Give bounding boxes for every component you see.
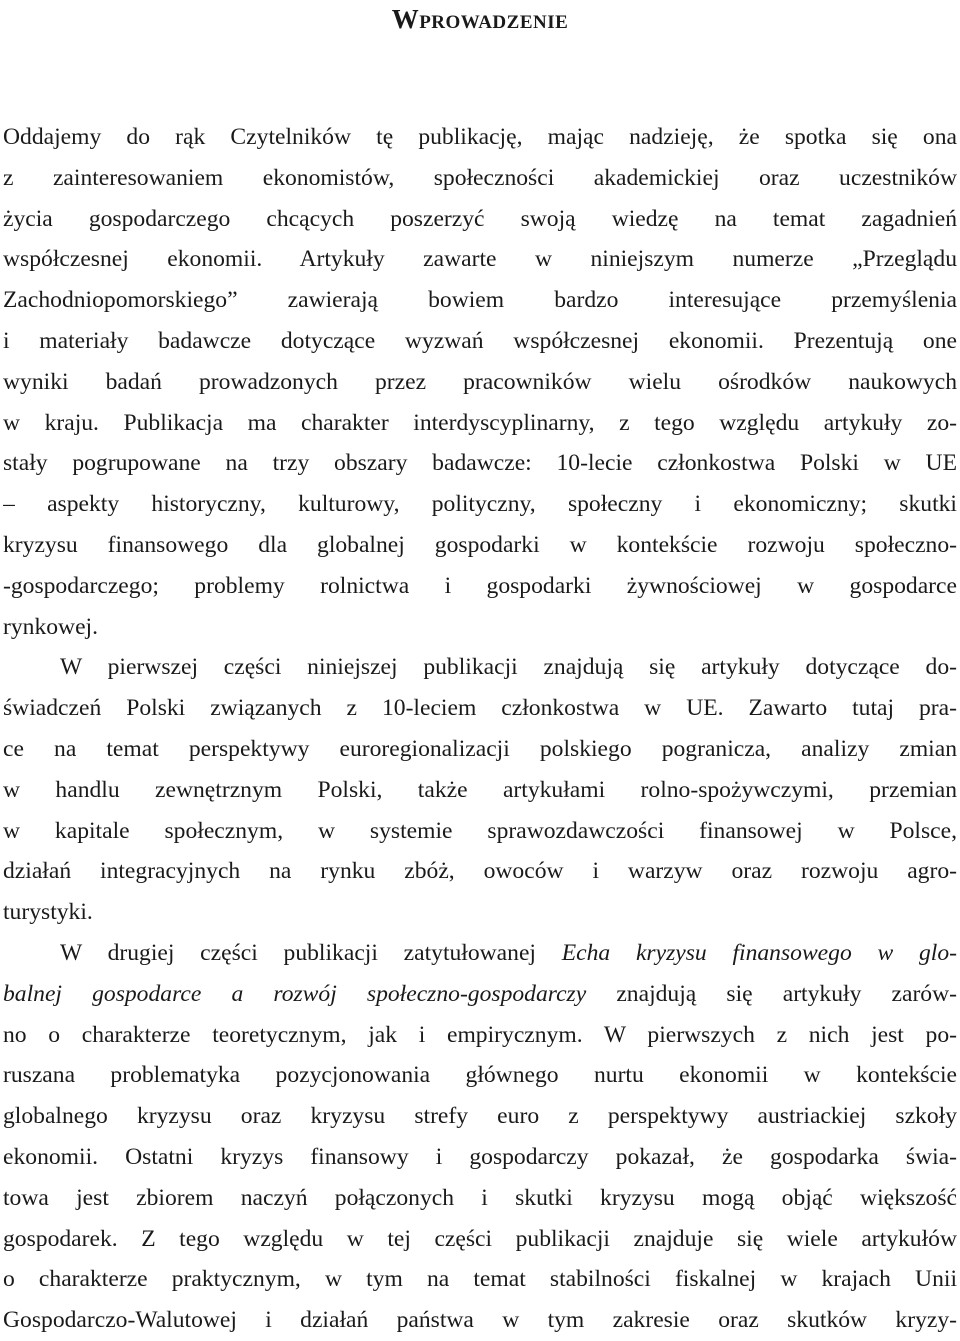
text-line: kryzysu finansowego dla globalnej gospodarki w kontekście rozwoju społeczno- — [3, 531, 957, 558]
text-line — [3, 974, 957, 1015]
text-line: świadczeń Polski związanych z 10-leciem członkostwa w UE. Zawarto tutaj pra- — [3, 695, 957, 722]
text-line: Gospodarczo-Walutowej i działań państwa w tym zakresie oraz skutków kryzy- — [3, 1307, 957, 1334]
text-line: rynkowej. — [3, 613, 99, 640]
text-line: z zainteresowaniem ekonomistów, społeczności akademickiej oraz uczestników — [3, 164, 957, 191]
text-line: w handlu zewnętrznym Polski, także artykułami rolno-spożywczymi, przemian — [3, 776, 957, 803]
italic-title-segment: balnej gospodarce a rozwój społeczno-gospodarczy — [3, 980, 587, 1007]
text-line: Oddajemy do rąk Czytelników tę publikację, mając nadzieję, że spotka się ona — [3, 124, 957, 150]
paragraph-2 — [3, 647, 957, 933]
body-text — [3, 117, 957, 1341]
text-line: ruszana problematyka pozycjonowania głównego nurtu ekonomii w kontekście — [3, 1062, 957, 1089]
text-line: i materiały badawcze dotyczące wyzwań współczesnej ekonomii. Prezentują one — [3, 327, 957, 354]
text-line — [3, 933, 957, 974]
text-line: turystyki. — [3, 899, 93, 926]
text-line: W pierwszej części niniejszej publikacji znajdują się artykuły dotyczące do- — [60, 654, 957, 681]
text-segment: znajdują się artykuły zarów- — [586, 980, 957, 1007]
text-line: w kapitale społecznym, w systemie sprawozdawczości finansowej w Polsce, — [3, 817, 957, 844]
text-line: działań integracyjnych na rynku zbóż, owoców i warzyw oraz rozwoju agro- — [3, 858, 957, 885]
text-line: o charakterze praktycznym, w tym na temat stabilności fiskalnej w krajach Unii — [3, 1266, 957, 1293]
text-line: życia gospodarczego chcących poszerzyć swoją wiedzę na temat zagadnień — [3, 205, 957, 232]
paragraph-1 — [3, 117, 957, 647]
text-line: stały pogrupowane na trzy obszary badawcze: 10-lecie członkostwa Polski w UE — [3, 450, 957, 477]
text-line: towa jest zbiorem naczyń połączonych i skutki kryzysu mogą objąć większość — [3, 1184, 957, 1211]
text-line: globalnego kryzysu oraz kryzysu strefy euro z perspektywy austriackiej szkoły — [3, 1103, 957, 1130]
text-line: -gospodarczego; problemy rolnictwa i gospodarki żywnościowej w gospodarce — [3, 572, 957, 599]
text-line: – aspekty historyczny, kulturowy, polityczny, społeczny i ekonomiczny; skutki — [3, 491, 957, 518]
text-line: ce na temat perspektywy euroregionalizacji polskiego pogranicza, analizy zmian — [3, 735, 957, 762]
text-line: no o charakterze teoretycznym, jak i empirycznym. W pierwszych z nich jest po- — [3, 1021, 957, 1048]
page-title: Wprowadzenie — [391, 4, 569, 34]
text-line: w kraju. Publikacja ma charakter interdyscyplinarny, z tego względu artykuły zo- — [3, 409, 957, 436]
text-line: gospodarek. Z tego względu w tej części publikacji znajduje się wiele artykułów — [3, 1225, 957, 1252]
text-segment: W drugiej części publikacji zatytułowanej — [60, 939, 562, 966]
text-line: ekonomii. Ostatni kryzys finansowy i gospodarczy pokazał, że gospodarka świa- — [3, 1143, 957, 1170]
text-line: współczesnej ekonomii. Artykuły zawarte w niniejszym numerze „Przeglądu — [3, 246, 957, 273]
paragraph-3 — [3, 933, 957, 1341]
italic-title-segment: Echa kryzysu finansowego w glo- — [561, 939, 957, 966]
text-line: wyniki badań prowadzonych przez pracowników wielu ośrodków naukowych — [3, 368, 957, 395]
text-line: Zachodniopomorskiego” zawierają bowiem bardzo interesujące przemyślenia — [3, 287, 957, 314]
